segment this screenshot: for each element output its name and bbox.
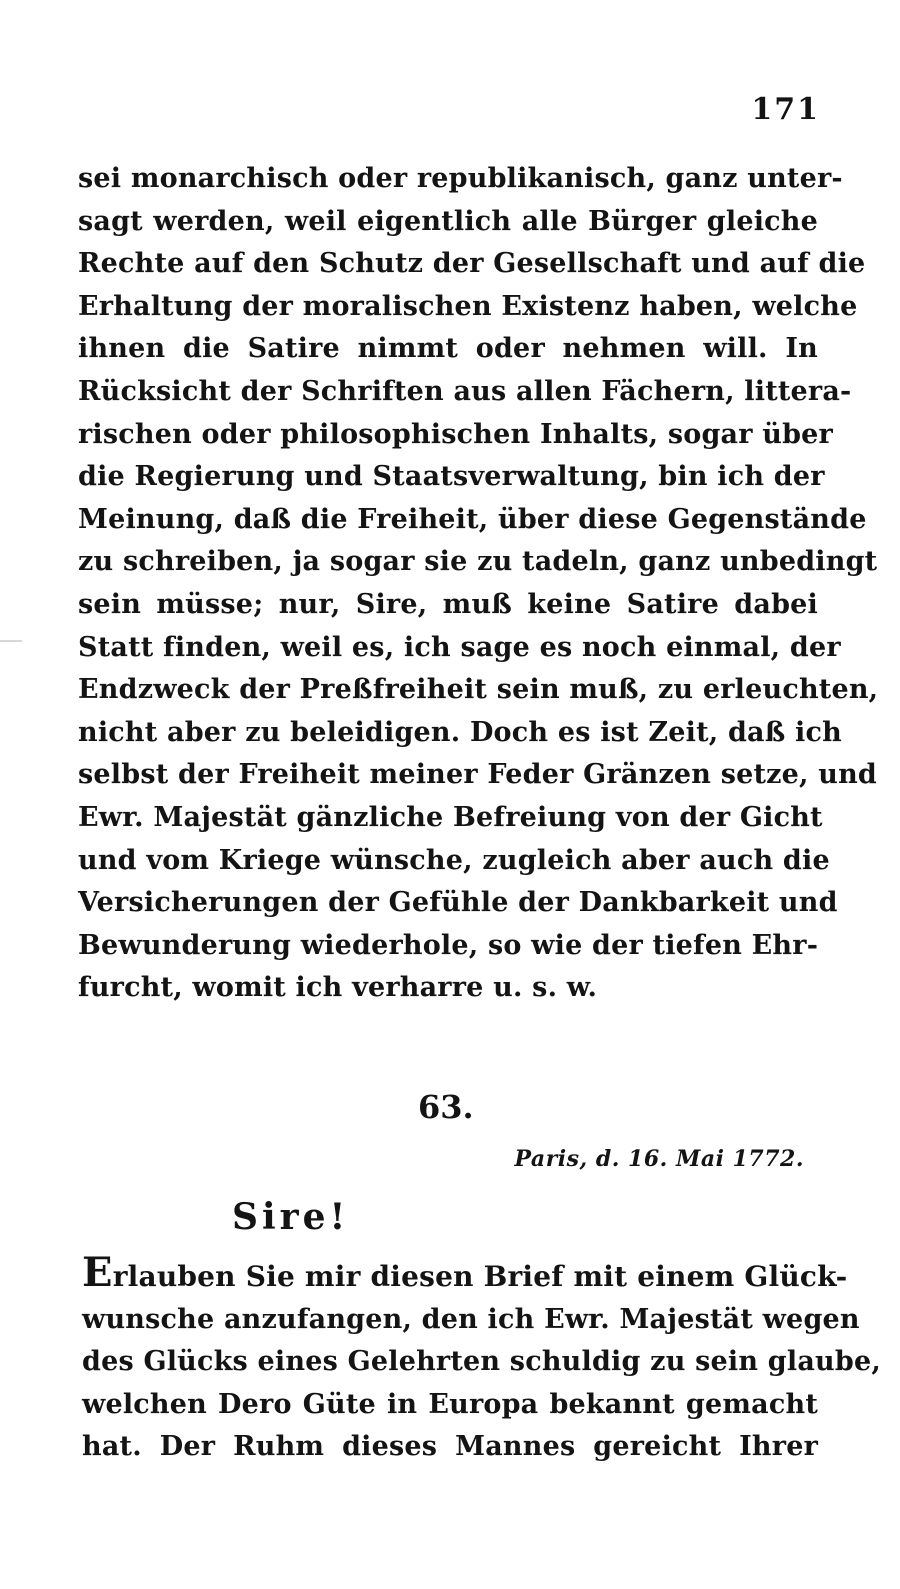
text-line: die Regierung und Staatsverwaltung, bin ich der bbox=[78, 461, 825, 493]
letter-salutation: Sire! bbox=[232, 1196, 350, 1238]
text-line: Rücksicht der Schriften aus allen Fächern, littera- bbox=[78, 375, 852, 407]
text-line: Bewunderung wiederhole, so wie der tiefen Ehr- bbox=[78, 929, 819, 961]
text-line: sagt werden, weil eigentlich alle Bürger gleiche bbox=[78, 205, 818, 237]
text-line: Meinung, daß die Freiheit, über diese Gegenstände bbox=[78, 503, 867, 535]
page-number: 171 bbox=[751, 92, 820, 127]
text-line: zu schreiben, ja sogar sie zu tadeln, ganz unbedingt bbox=[78, 546, 878, 578]
text-line: Statt finden, weil es, ich sage es noch einmal, der bbox=[78, 631, 841, 663]
text-line: Endzweck der Preßfreiheit sein muß, zu erleuchten, bbox=[78, 674, 879, 706]
text-line: Rechte auf den Schutz der Gesellschaft und auf die bbox=[78, 248, 866, 280]
letter-dateline: Paris, d. 16. Mai 1772. bbox=[514, 1146, 804, 1172]
text-line: ihnen die Satire nimmt oder nehmen will. In bbox=[78, 333, 818, 365]
text-line: welchen Dero Güte in Europa bekannt gemacht bbox=[82, 1388, 818, 1420]
text-line: sein müsse; nur, Sire, muß keine Satire dabei bbox=[78, 588, 818, 620]
page-fold-mark bbox=[0, 640, 22, 642]
text-line: sei monarchisch oder republikanisch, ganz unter- bbox=[78, 163, 843, 194]
previous-letter-text bbox=[78, 158, 879, 1010]
first-line-text: rlauben Sie mir diesen Brief mit einem Glück- bbox=[112, 1260, 848, 1293]
text-line: des Glücks eines Gelehrten schuldig zu sein glaube, bbox=[82, 1346, 881, 1378]
letter-body-text bbox=[82, 1249, 881, 1469]
text-line: Erhaltung der moralischen Existenz haben, welche bbox=[78, 290, 858, 322]
text-line: hat. Der Ruhm dieses Mannes gereicht Ihrer bbox=[82, 1431, 818, 1463]
text-line: Ewr. Majestät gänzliche Befreiung von der Gicht bbox=[78, 801, 823, 833]
letter-number: 63. bbox=[418, 1088, 474, 1126]
text-line: selbst der Freiheit meiner Feder Gränzen setze, und bbox=[78, 759, 878, 791]
text-line: Versicherungen der Gefühle der Dankbarkeit und bbox=[78, 887, 838, 919]
initial-letter: E bbox=[82, 1249, 113, 1296]
text-line: und vom Kriege wünsche, zugleich aber auch die bbox=[78, 844, 830, 876]
text-line: rischen oder philosophischen Inhalts, sogar über bbox=[78, 418, 833, 450]
text-line: furcht, womit ich verharre u. s. w. bbox=[78, 972, 598, 1004]
text-line: wunsche anzufangen, den ich Ewr. Majestät wegen bbox=[82, 1303, 860, 1335]
text-line-first bbox=[82, 1249, 848, 1299]
text-line: nicht aber zu beleidigen. Doch es ist Zeit, daß ich bbox=[78, 716, 842, 748]
